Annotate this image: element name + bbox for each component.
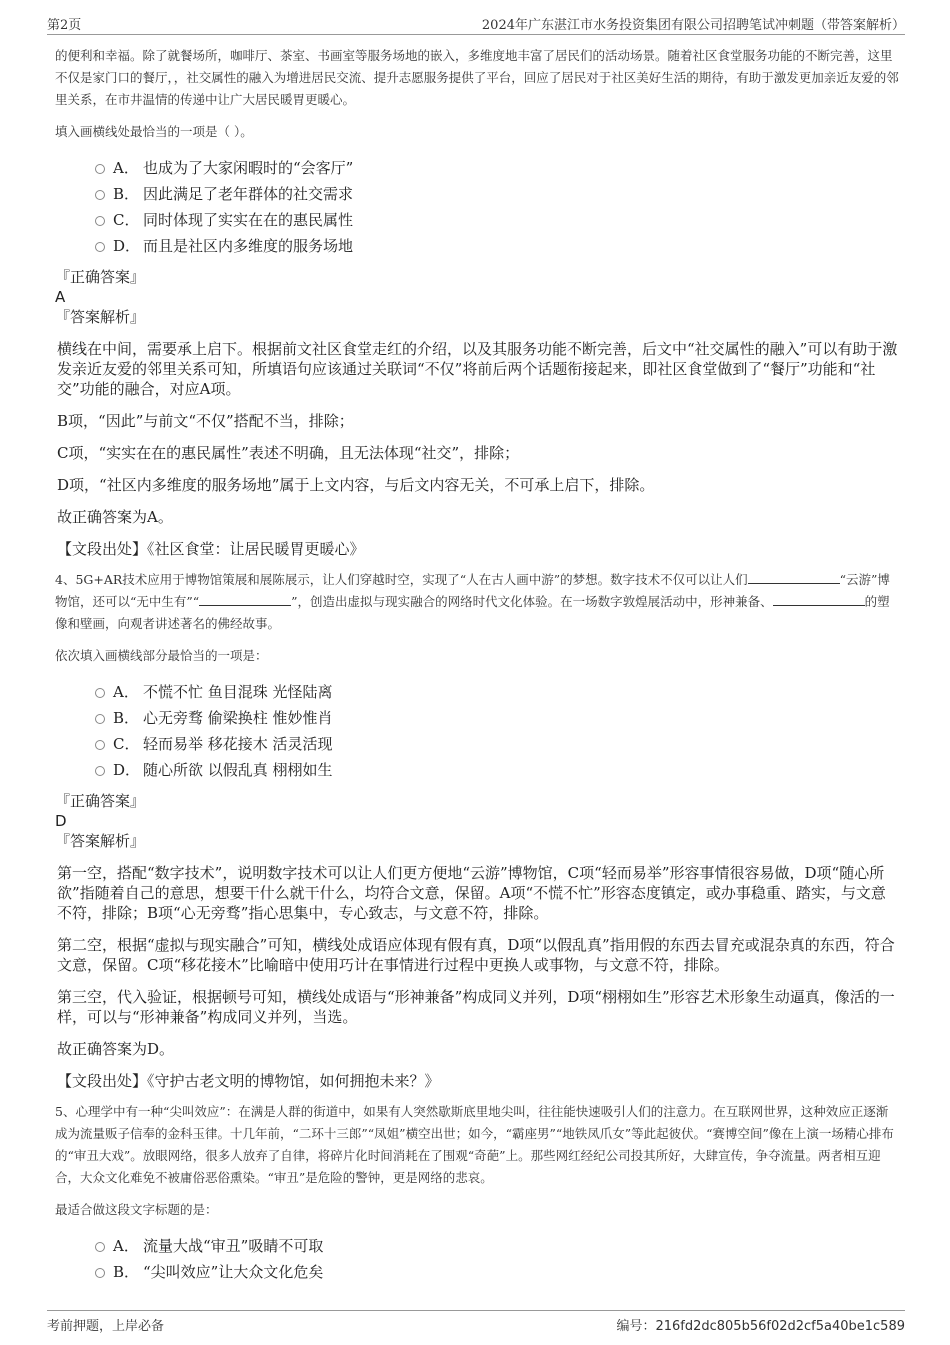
q3-source: 【文段出处】《社区食堂：让居民暖胃更暖心》 — [57, 540, 365, 558]
radio-icon[interactable] — [95, 714, 105, 724]
q3-analysis-paragraph: 横线在中间，需要承上启下。根据前文社区食堂走红的介绍，以及其服务功能不断完善，后文中“社交属性的融入”可以有助于激发亲近友爱的邻里关系可知，所填语句应该通过关联词“不仅”将前后两个话题衔接起来，即社区食堂做到了“餐厅”功能和“社交”功能的融合，对应A项。 — [57, 340, 898, 398]
q4-prompt: 依次填入画横线部分最恰当的一项是： — [55, 648, 268, 663]
q4-option-b[interactable]: B． 心无旁骛 偷梁换柱 惟妙惟肖 — [95, 705, 900, 731]
q5-prompt: 最适合做这段文字标题的是： — [55, 1202, 218, 1217]
page-number: 第2页 — [47, 18, 82, 33]
radio-icon[interactable] — [95, 688, 105, 698]
q4-conclusion: 故正确答案为D。 — [57, 1040, 175, 1058]
q3-analysis-label: 『答案解析』 — [55, 308, 146, 326]
q4-analysis-paragraph: 第二空，根据“虚拟与现实融合”可知，横线处成语应体现有假有真，D项“以假乱真”指用假的东西去冒充或混杂真的东西，符合文意，保留。C项“移花接木”比喻暗中使用巧计在事情进行过程中更换人或事物，与文意不符，排除。 — [57, 936, 895, 974]
q4-option-c[interactable]: C． 轻而易举 移花接木 活灵活现 — [95, 731, 900, 757]
radio-icon[interactable] — [95, 190, 105, 200]
q5-stem: 5、心理学中有一种“尖叫效应”：在满是人群的街道中，如果有人突然歇斯底里地尖叫，往往能快速吸引人们的注意力。在互联网世界，这种效应正逐渐成为流量贩子信奉的金科玉律。十几年前，“二环十三郎”“凤姐”横空出世；如今，“霸座男”“地铁凤爪女”等此起彼伏。“赛博空间”像在上演一场精心排布的“审丑大戏”。放眼网络，很多人放弃了自律，将碎片化时间消耗在了围观“奇葩”上。那些网红经纪公司投其所好，大肆宣传，争夺流量。两者相互迎合，大众文化难免不被庸俗恶俗熏染。“审丑”是危险的警钟，更是网络的悲哀。 — [55, 1104, 894, 1185]
q4-answer: D — [55, 812, 67, 830]
q3-passage: 的便利和幸福。除了就餐场所，咖啡厅、茶室、书画室等服务场地的嵌入，多维度地丰富了居民们的活动场景。随着社区食堂服务功能的不断完善，这里不仅是家门口的餐厅，，社交属性的融入为增进居民交流、提升志愿服务提供了平台，回应了居民对于社区美好生活的期待，有助于激发更加亲近友爱的邻里关系，在市井温情的传递中让广大居民暖胃更暖心。 — [55, 48, 899, 107]
page-header — [47, 14, 905, 35]
radio-icon[interactable] — [95, 164, 105, 174]
q3-analysis-paragraph: B项，“因此”与前文“不仅”搭配不当，排除； — [57, 412, 354, 430]
radio-icon[interactable] — [95, 242, 105, 252]
radio-icon[interactable] — [95, 216, 105, 226]
radio-icon[interactable] — [95, 740, 105, 750]
q3-option-a[interactable]: A． 也成为了大家闲暇时的“会客厅” — [95, 155, 900, 181]
q3-conclusion: 故正确答案为A。 — [57, 508, 173, 526]
q3-option-c[interactable]: C． 同时体现了实实在在的惠民属性 — [95, 207, 900, 233]
main-content — [55, 45, 900, 1293]
q4-analysis-label: 『答案解析』 — [55, 832, 146, 850]
radio-icon[interactable] — [95, 766, 105, 776]
page-footer — [47, 1310, 905, 1335]
q3-analysis-paragraph: D项，“社区内多维度的服务场地”属于上文内容，与后文内容无关，不可承上启下，排除。 — [57, 476, 655, 494]
q4-analysis-paragraph: 第三空，代入验证，根据顿号可知，横线处成语与“形神兼备”构成同义并列，D项“栩栩如生”形容艺术形象生动逼真，像活的一样，可以与“形神兼备”构成同义并列，当选。 — [57, 988, 895, 1026]
document-code: 编号：216fd2dc805b56f02d2cf5a40be1c589 — [616, 1319, 905, 1334]
q5-options — [95, 1233, 900, 1285]
q3-option-d[interactable]: D． 而且是社区内多维度的服务场地 — [95, 233, 900, 259]
radio-icon[interactable] — [95, 1242, 105, 1252]
q3-answer-label: 『正确答案』 — [55, 268, 146, 286]
q3-answer: A — [55, 288, 66, 306]
blank-line — [773, 593, 865, 606]
q3-option-b[interactable]: B． 因此满足了老年群体的社交需求 — [95, 181, 900, 207]
blank-line — [748, 571, 840, 584]
q3-prompt: 填入画横线处最恰当的一项是（ ）。 — [55, 124, 253, 139]
q5-option-b[interactable]: B． “尖叫效应”让大众文化危矣 — [95, 1259, 900, 1285]
q3-options — [95, 155, 900, 259]
footer-slogan: 考前押题，上岸必备 — [47, 1319, 165, 1334]
q5-option-a[interactable]: A． 流量大战“审丑”吸睛不可取 — [95, 1233, 900, 1259]
q4-source: 【文段出处】《守护古老文明的博物馆，如何拥抱未来？》 — [57, 1072, 440, 1090]
radio-icon[interactable] — [95, 1268, 105, 1278]
q4-analysis-paragraph: 第一空，搭配“数字技术”，说明数字技术可以让人们更方便地“云游”博物馆，C项“轻而易举”形容事情很容易做，D项“随心所欲”指随着自己的意思，想要干什么就干什么，均符合文意，保留。A项“不慌不忙”形容态度镇定，或办事稳重、踏实，与文意不符，排除；B项“心无旁骛”指心思集中，专心致志，与文意不符，排除。 — [57, 864, 886, 922]
q4-options — [95, 679, 900, 783]
q4-answer-label: 『正确答案』 — [55, 792, 146, 810]
document-title: 2024年广东湛江市水务投资集团有限公司招聘笔试冲刺题（带答案解析） — [481, 18, 905, 33]
q3-analysis-paragraph: C项，“实实在在的惠民属性”表述不明确，且无法体现“社交”，排除； — [57, 444, 520, 462]
blank-line — [199, 593, 291, 606]
q4-option-d[interactable]: D． 随心所欲 以假乱真 栩栩如生 — [95, 757, 900, 783]
q4-option-a[interactable]: A． 不慌不忙 鱼目混珠 光怪陆离 — [95, 679, 900, 705]
q4-stem: 4、5G+AR技术应用于博物馆策展和展陈展示，让人们穿越时空，实现了“人在古人画中游”的梦想。数字技术不仅可以让人们 “云游”博物馆，还可以“无中生有”“ ”，创造出虚拟与现实融合的网络时代文化体验。在一场数字敦煌展活动中，形神兼备、 的塑像和壁画，向观者讲述著名的佛经故事。 — [55, 572, 890, 631]
